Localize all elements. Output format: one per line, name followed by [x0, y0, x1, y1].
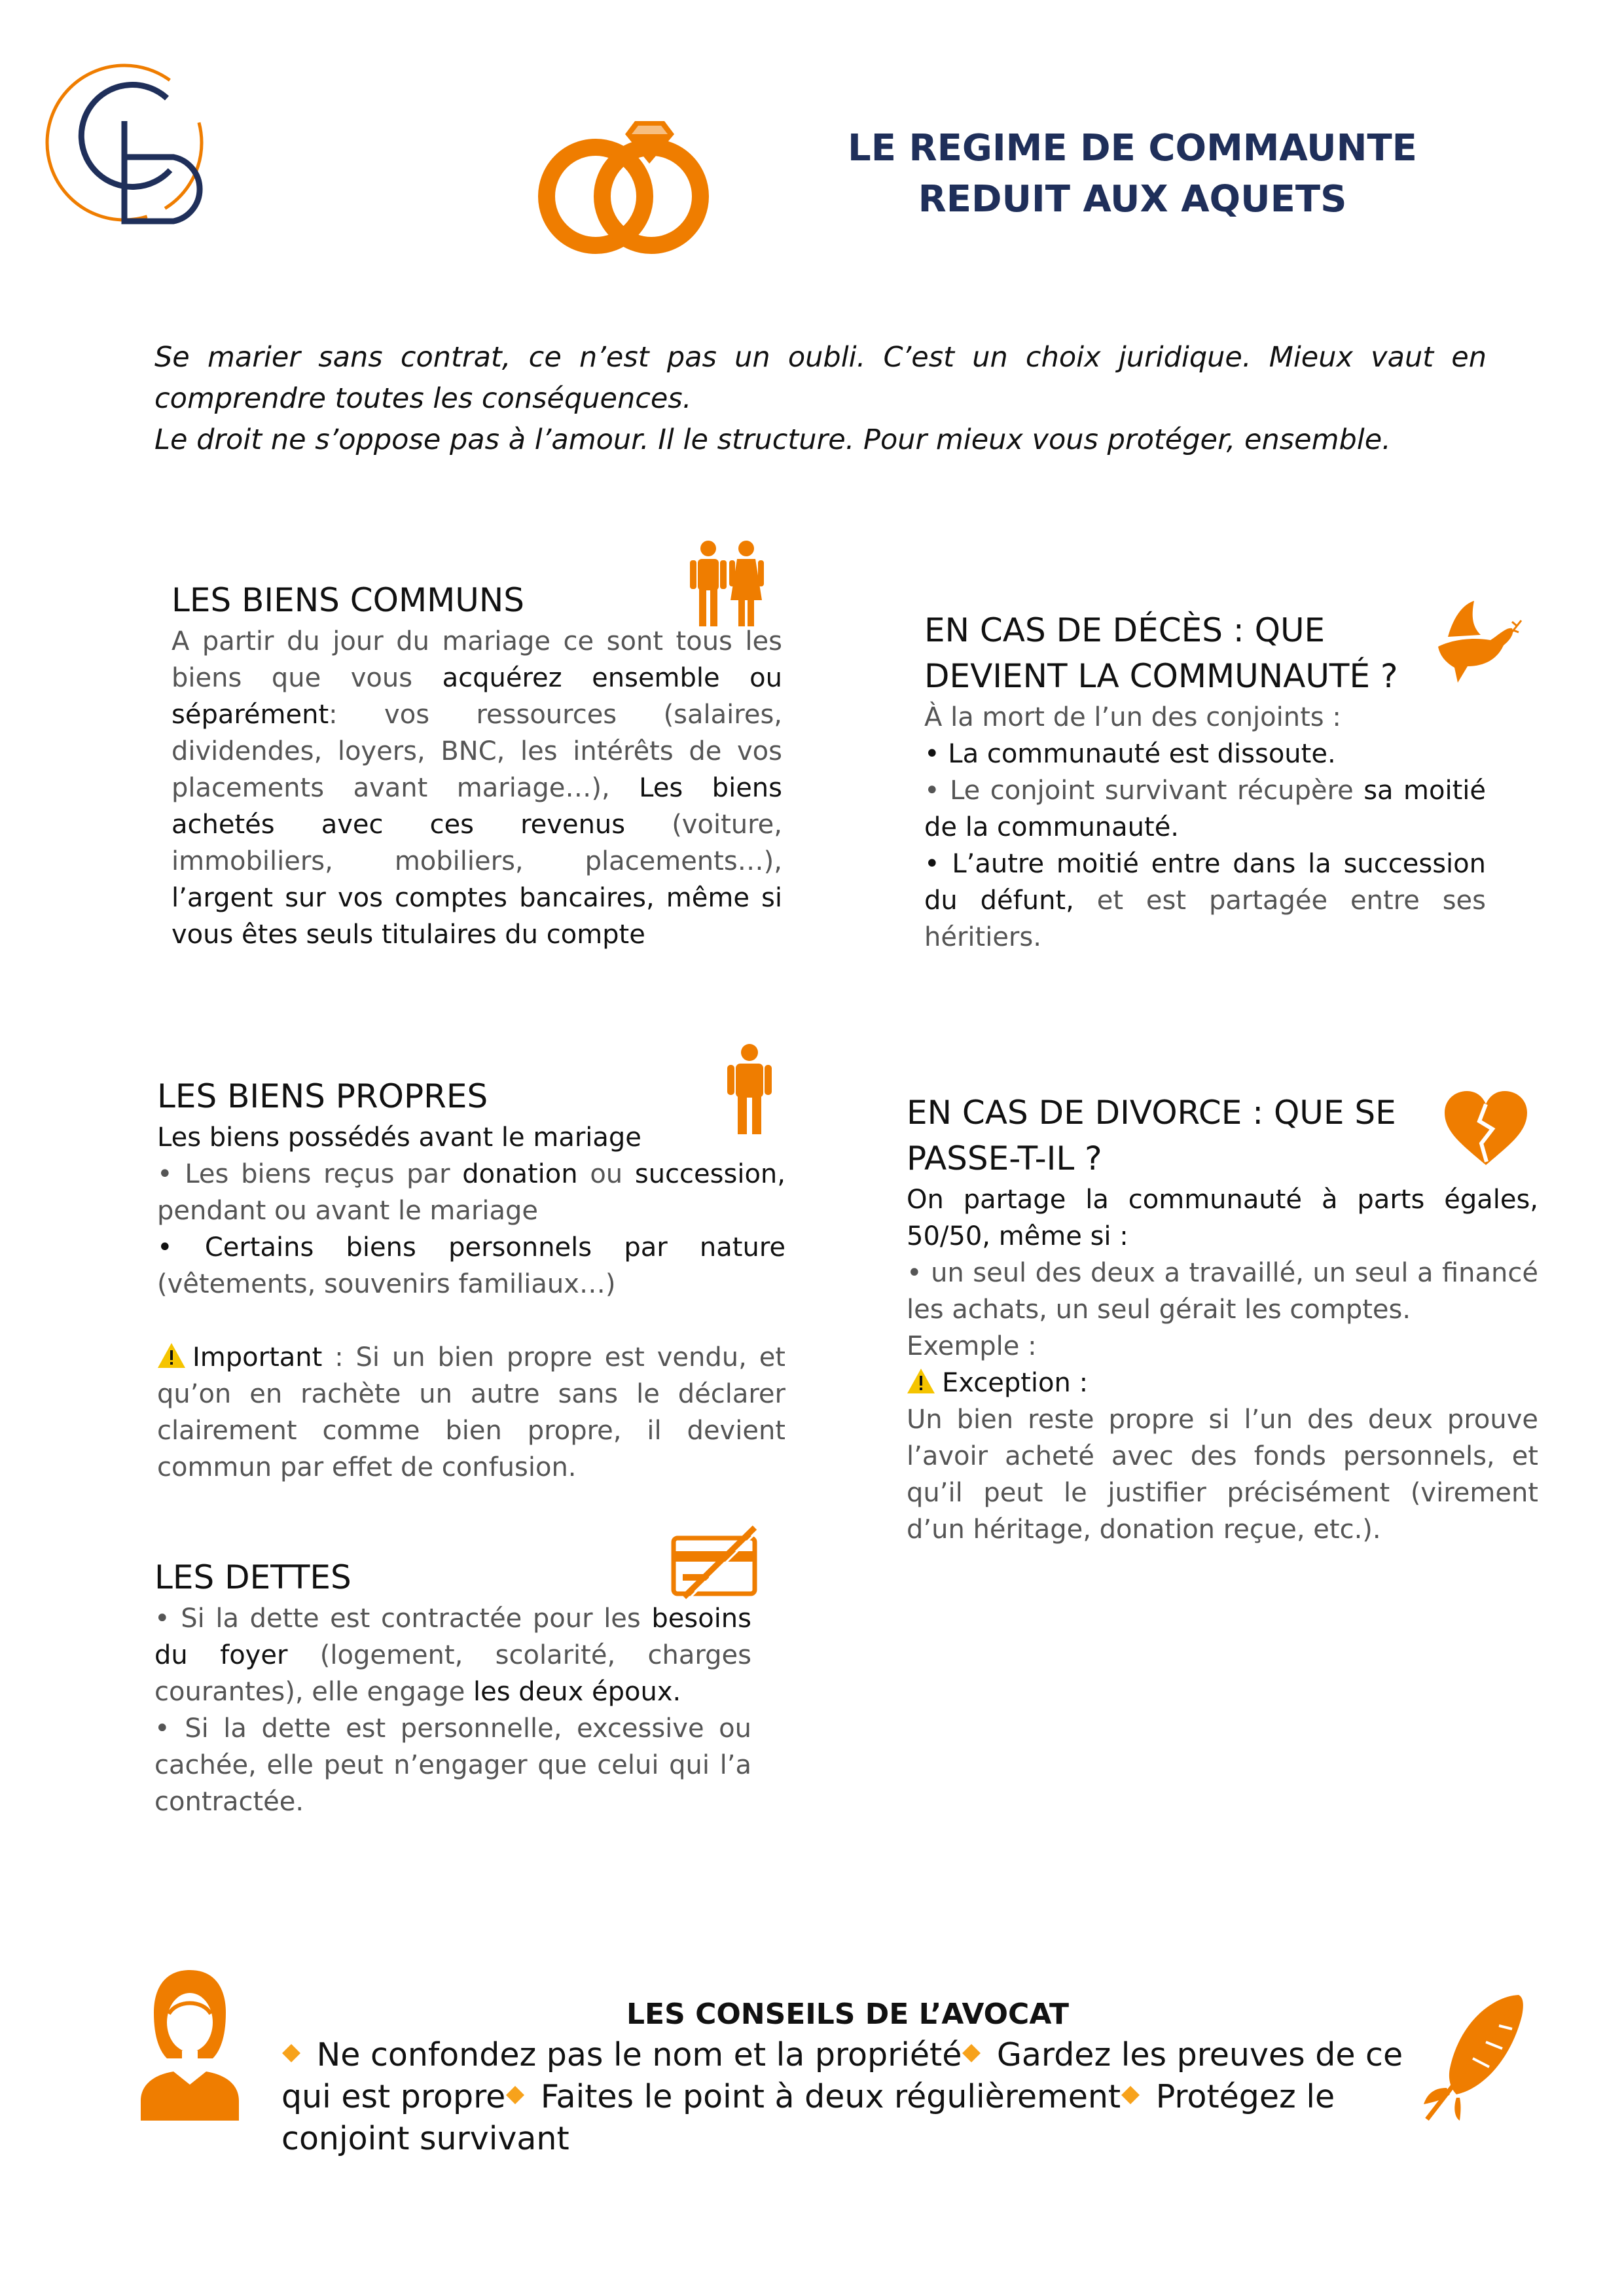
section-dettes: [154, 1554, 751, 1820]
woman-avatar-icon: [137, 1967, 242, 2121]
wedding-rings-icon: [530, 105, 720, 262]
section-body: • Si la dette est contractée pour les besoins du foyer (logement, scolarité, charges courantes), elle engage les deux époux. • Si la dette est personnelle, excessive ou cachée, elle peut n’engager que celui qui l’a contractée.: [154, 1604, 751, 1817]
diamond-bullet-icon: [1121, 2085, 1140, 2105]
important-note: Important : Si un bien propre est vendu, et qu’on en rachète un autre sans le déclarer clairement comme bien propre, il devient commun par effet de confusion.: [157, 1342, 785, 1482]
diamond-bullet-icon: [505, 2085, 525, 2105]
intro-text: Se marier sans contrat, ce n’est pas un oubli. C’est un choix juridique. Mieux vaut en comprendre toutes les conséquences. Le droit ne s’oppose pas à l’amour. Il le structure. Pour mieux vous protéger, ensemble.: [154, 341, 1487, 456]
section-title: LES BIENS COMMUNS: [171, 581, 525, 619]
diamond-bullet-icon: [962, 2043, 981, 2063]
section-divorce: [907, 1090, 1538, 1548]
section-body: On partage la communauté à parts égales, 50/50, même si : • un seul des deux a travaillé, un seul a financé les achats, un seul gérait les comptes. Exemple : Exception : Un bien reste propre si l’un des deux prouve l’avoir acheté avec des fonds personnels, et qu’il peut le justifier précisément (virement d’un héritage, donation reçue, etc.).: [907, 1185, 1538, 1545]
conseils-tips: Ne confondez pas le nom et la propriété Gardez les preuves de ce qui est propre Faites le point à deux régulièrement Protégez le conjoint survivant: [281, 2036, 1403, 2157]
section-title: LES BIENS PROPRES: [157, 1077, 488, 1115]
warning-icon: [157, 1342, 186, 1369]
section-title: EN CAS DE DIVORCE : QUE SE PASSE-T-IL ?: [907, 1094, 1396, 1177]
page-title: LE REGIME DE COMMAUNTE REDUIT AUX AQUETS: [848, 127, 1417, 221]
section-body: Les biens possédés avant le mariage • Les biens reçus par donation ou succession, pendant ou avant le mariage • Certains biens personnels par nature (vêtements, souvenirs familiaux…): [157, 1122, 785, 1299]
cb-logo: [33, 59, 223, 236]
section-deces: [924, 607, 1486, 956]
section-biens-propres: [157, 1073, 785, 1486]
conseils-title: LES CONSEILS DE L’AVOCAT: [626, 1998, 1069, 2031]
warning-icon: [907, 1368, 935, 1394]
section-title: LES DETTES: [154, 1558, 352, 1596]
diamond-bullet-icon: [281, 2043, 301, 2063]
section-title: EN CAS DE DÉCÈS : QUE DEVIENT LA COMMUNAUTÉ ?: [924, 611, 1398, 695]
section-body: À la mort de l’un des conjoints : • La communauté est dissoute. • Le conjoint survivant récupère sa moitié de la communauté. • L’autre moitié entre dans la succession du défunt, et est partagée entre ses héritiers.: [924, 702, 1487, 952]
section-body: A partir du jour du mariage ce sont tous les biens que vous acquérez ensemble ou séparément: vos ressources (salaires, dividendes, loyers, BNC, les intérêts de vos placements avant mariage…), Les biens achetés avec ces revenus (voiture, immobiliers, mobiliers, placements…), l’argent sur vos comptes bancaires, même si vous êtes seuls titulaires du compte: [171, 626, 782, 950]
conseils-section: [281, 1995, 1414, 2160]
feather-icon: [1420, 1990, 1528, 2124]
section-biens-communs: [171, 577, 782, 953]
